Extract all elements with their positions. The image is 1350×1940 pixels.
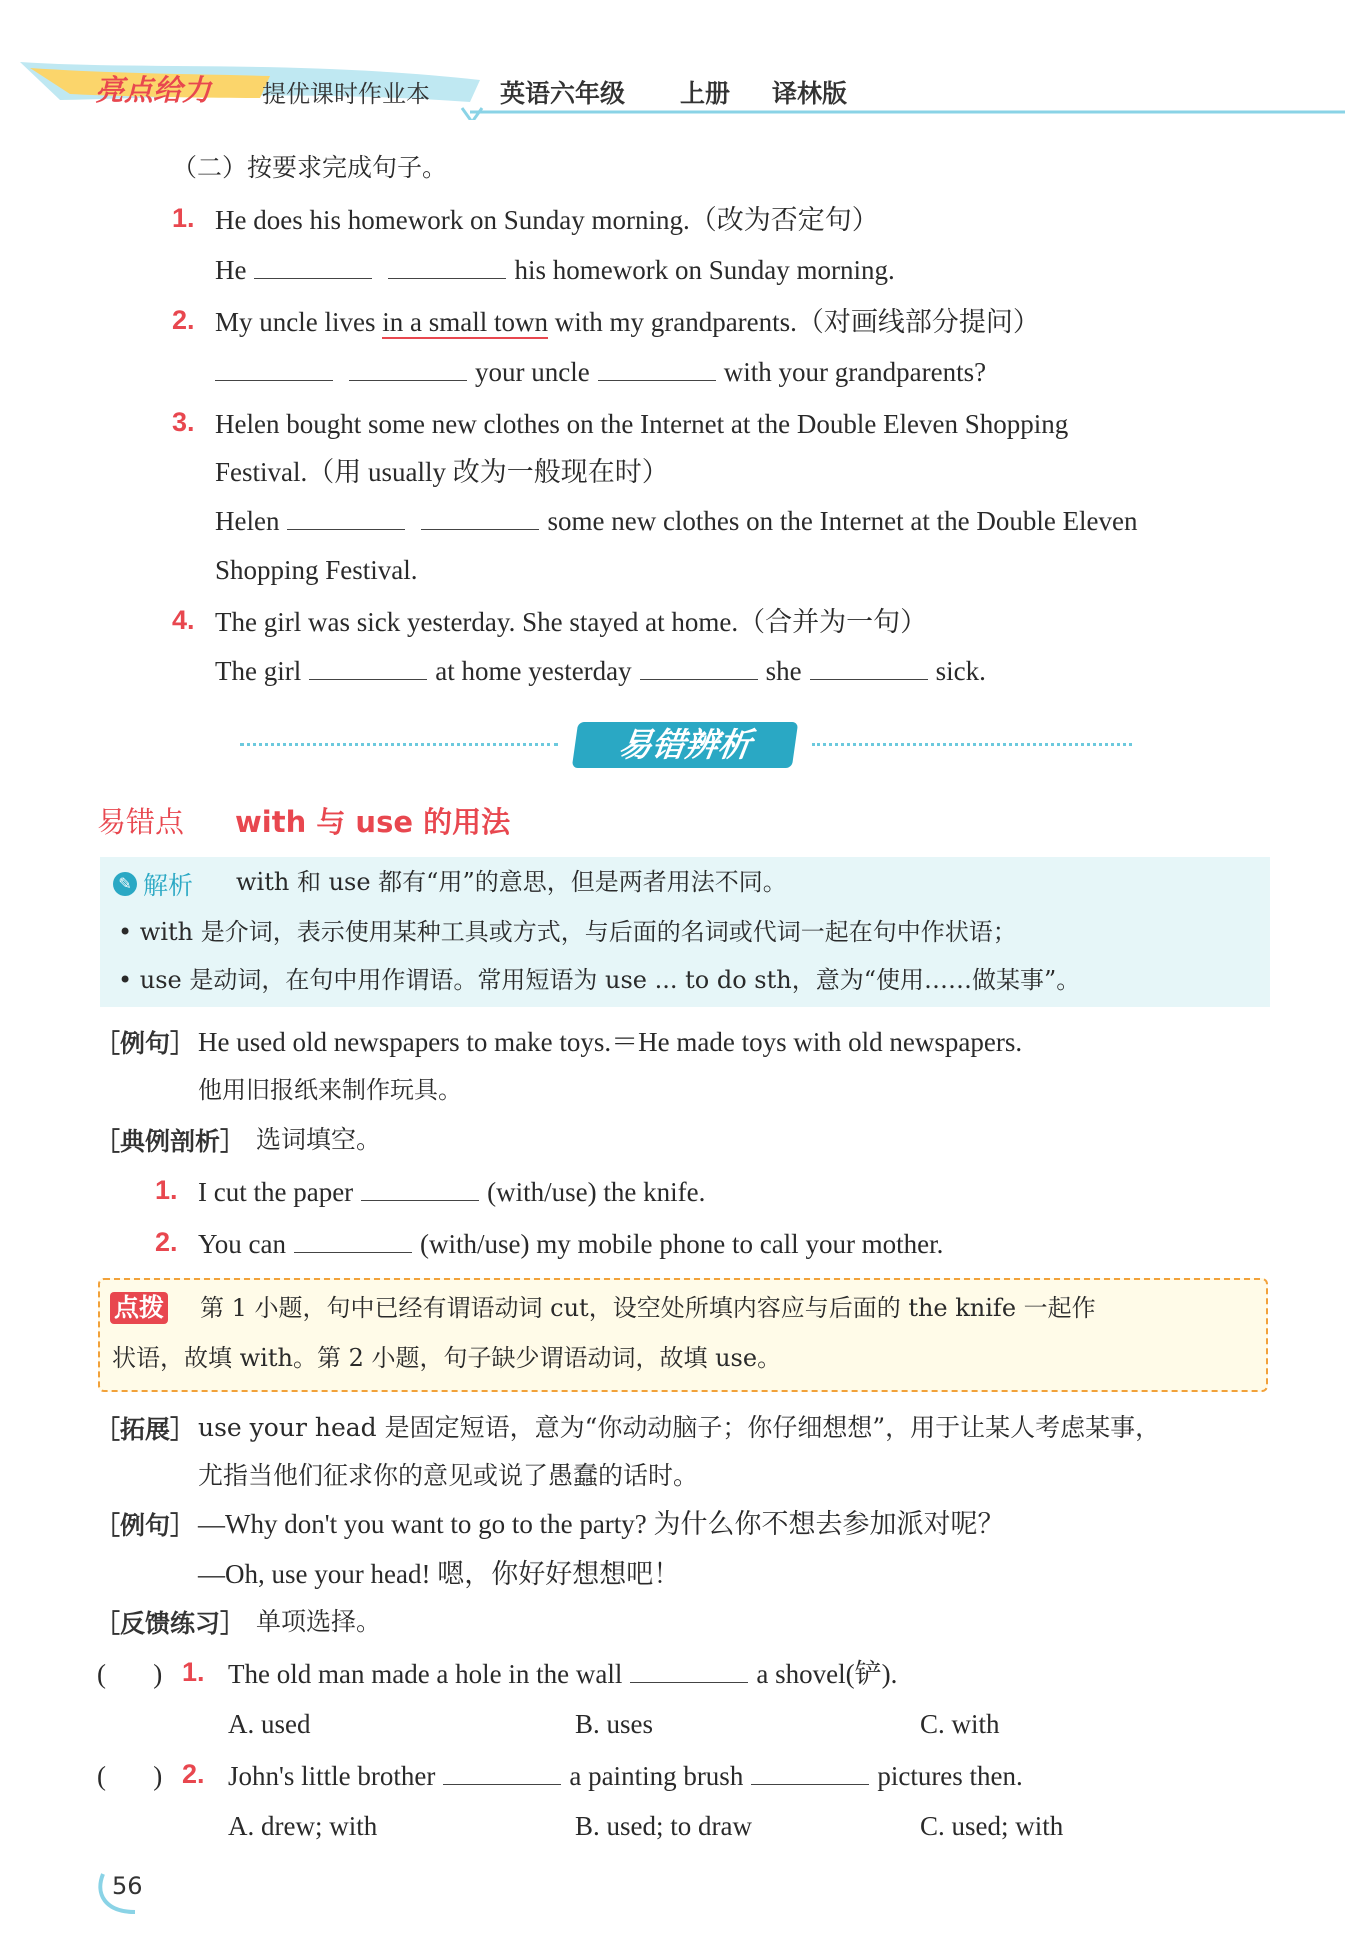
feedback-q2-number: 2.: [182, 1759, 205, 1789]
error-point-title: with 与 use 的用法: [235, 805, 511, 839]
q3-answer-line: Helen some new clothes on the Internet at the Double Eleven: [215, 506, 1138, 536]
q2-question: My uncle lives in a small town with my grandparents.（对画线部分提问）: [215, 307, 1040, 337]
q4-question: The girl was sick yesterday. She stayed at home.（合并为一句）: [215, 607, 928, 637]
header-brand: 亮点给力: [95, 73, 212, 107]
q1-number: 1.: [172, 203, 195, 233]
q3-question-cont: Festival.（用 usually 改为一般现在时）: [215, 457, 669, 487]
extend-label: ［拓展］: [95, 1415, 196, 1444]
q1-question: He does his homework on Sunday morning.（改为否定句）: [215, 205, 879, 235]
analysis-icon: ✎: [113, 872, 137, 896]
typical-q2: You can (with/use) my mobile phone to call your mother.: [198, 1229, 944, 1259]
tip-label: 点拨: [110, 1292, 168, 1324]
q3-number: 3.: [172, 407, 195, 437]
section-divider-right: [812, 743, 1132, 746]
q2-underlined-phrase: in a small town: [382, 307, 548, 337]
example2-line1: —Why don't you want to go to the party? 为什么你不想去参加派对呢？: [198, 1509, 1005, 1539]
feedback-q2-option-a[interactable]: A. drew; with: [228, 1811, 378, 1841]
feedback-q1-answer-bracket[interactable]: ( ): [97, 1659, 163, 1689]
example2-line2: —Oh, use your head! 嗯，你好好想想吧！: [198, 1559, 681, 1589]
header-series: 提优课时作业本: [262, 80, 430, 108]
page-number: 56: [112, 1872, 143, 1900]
feedback-q1-question: The old man made a hole in the wall a shovel(铲).: [228, 1659, 898, 1689]
typical-q1-number: 1.: [155, 1175, 178, 1205]
feedback-q2-answer-bracket[interactable]: ( ): [97, 1761, 163, 1791]
feedback-q2-question: John's little brother a painting brush pictures then.: [228, 1761, 1023, 1791]
tip-line2: 状语，故填 with。第 2 小题，句子缺少谓语动词，故填 use。: [112, 1344, 782, 1372]
analysis-line3: • use 是动词，在句中用作谓语。常用短语为 use ... to do sth，意为“使用……做某事”。: [118, 966, 1081, 994]
section-banner: 易错辨析: [572, 722, 798, 768]
analysis-line1: with 和 use 都有“用”的意思，但是两者用法不同。: [236, 868, 787, 896]
feedback-q1-number: 1.: [182, 1657, 205, 1687]
q4-number: 4.: [172, 605, 195, 635]
section-divider-left: [240, 743, 558, 746]
q1-answer-line: He his homework on Sunday morning.: [215, 255, 895, 285]
header-edition: 译林版: [772, 79, 848, 108]
analysis-line2: • with 是介词，表示使用某种工具或方式，与后面的名词或代词一起在句中作状语；: [118, 918, 1017, 946]
feedback-q2-option-b[interactable]: B. used; to draw: [575, 1811, 752, 1841]
typical-instruction: 选词填空。: [256, 1125, 382, 1154]
feedback-q1-option-b[interactable]: B. uses: [575, 1709, 654, 1739]
analysis-label: 解析: [143, 871, 194, 900]
extend-line2: 尤指当他们征求你的意见或说了愚蠢的话时。: [198, 1461, 699, 1490]
example1-label: ［例句］: [95, 1029, 196, 1058]
example2-label: ［例句］: [95, 1511, 196, 1540]
q4-answer-line: The girl at home yesterday she sick.: [215, 656, 986, 686]
part2-title: （二）按要求完成句子。: [172, 153, 448, 182]
feedback-q1-option-a[interactable]: A. used: [228, 1709, 311, 1739]
page-header: [0, 0, 1350, 130]
header-subject: 英语六年级: [500, 79, 626, 108]
typical-q1: I cut the paper (with/use) the knife.: [198, 1177, 706, 1207]
feedback-instruction: 单项选择。: [256, 1607, 382, 1636]
q3-question: Helen bought some new clothes on the Internet at the Double Eleven Shopping: [215, 409, 1069, 439]
typical-q2-number: 2.: [155, 1227, 178, 1257]
feedback-q1-option-c[interactable]: C. with: [920, 1709, 1000, 1739]
feedback-label: ［反馈练习］: [95, 1609, 246, 1638]
error-point-label: 易错点: [97, 805, 185, 839]
typical-label: ［典例剖析］: [95, 1127, 246, 1156]
q2-answer-line: your uncle with your grandparents?: [207, 354, 986, 390]
q2-number: 2.: [172, 305, 195, 335]
example1-english: He used old newspapers to make toys.＝He made toys with old newspapers.: [198, 1027, 1023, 1057]
example1-chinese: 他用旧报纸来制作玩具。: [198, 1076, 462, 1104]
feedback-q2-option-c[interactable]: C. used; with: [920, 1811, 1064, 1841]
q3-answer-cont: Shopping Festival.: [215, 555, 418, 585]
extend-line1: use your head 是固定短语，意为“你动动脑子；你仔细想想”，用于让某人考虑某事，: [198, 1413, 1161, 1442]
tip-line1: 第 1 小题，句中已经有谓语动词 cut，设空处所填内容应与后面的 the knife 一起作: [200, 1294, 1096, 1322]
header-volume: 上册: [680, 79, 731, 108]
